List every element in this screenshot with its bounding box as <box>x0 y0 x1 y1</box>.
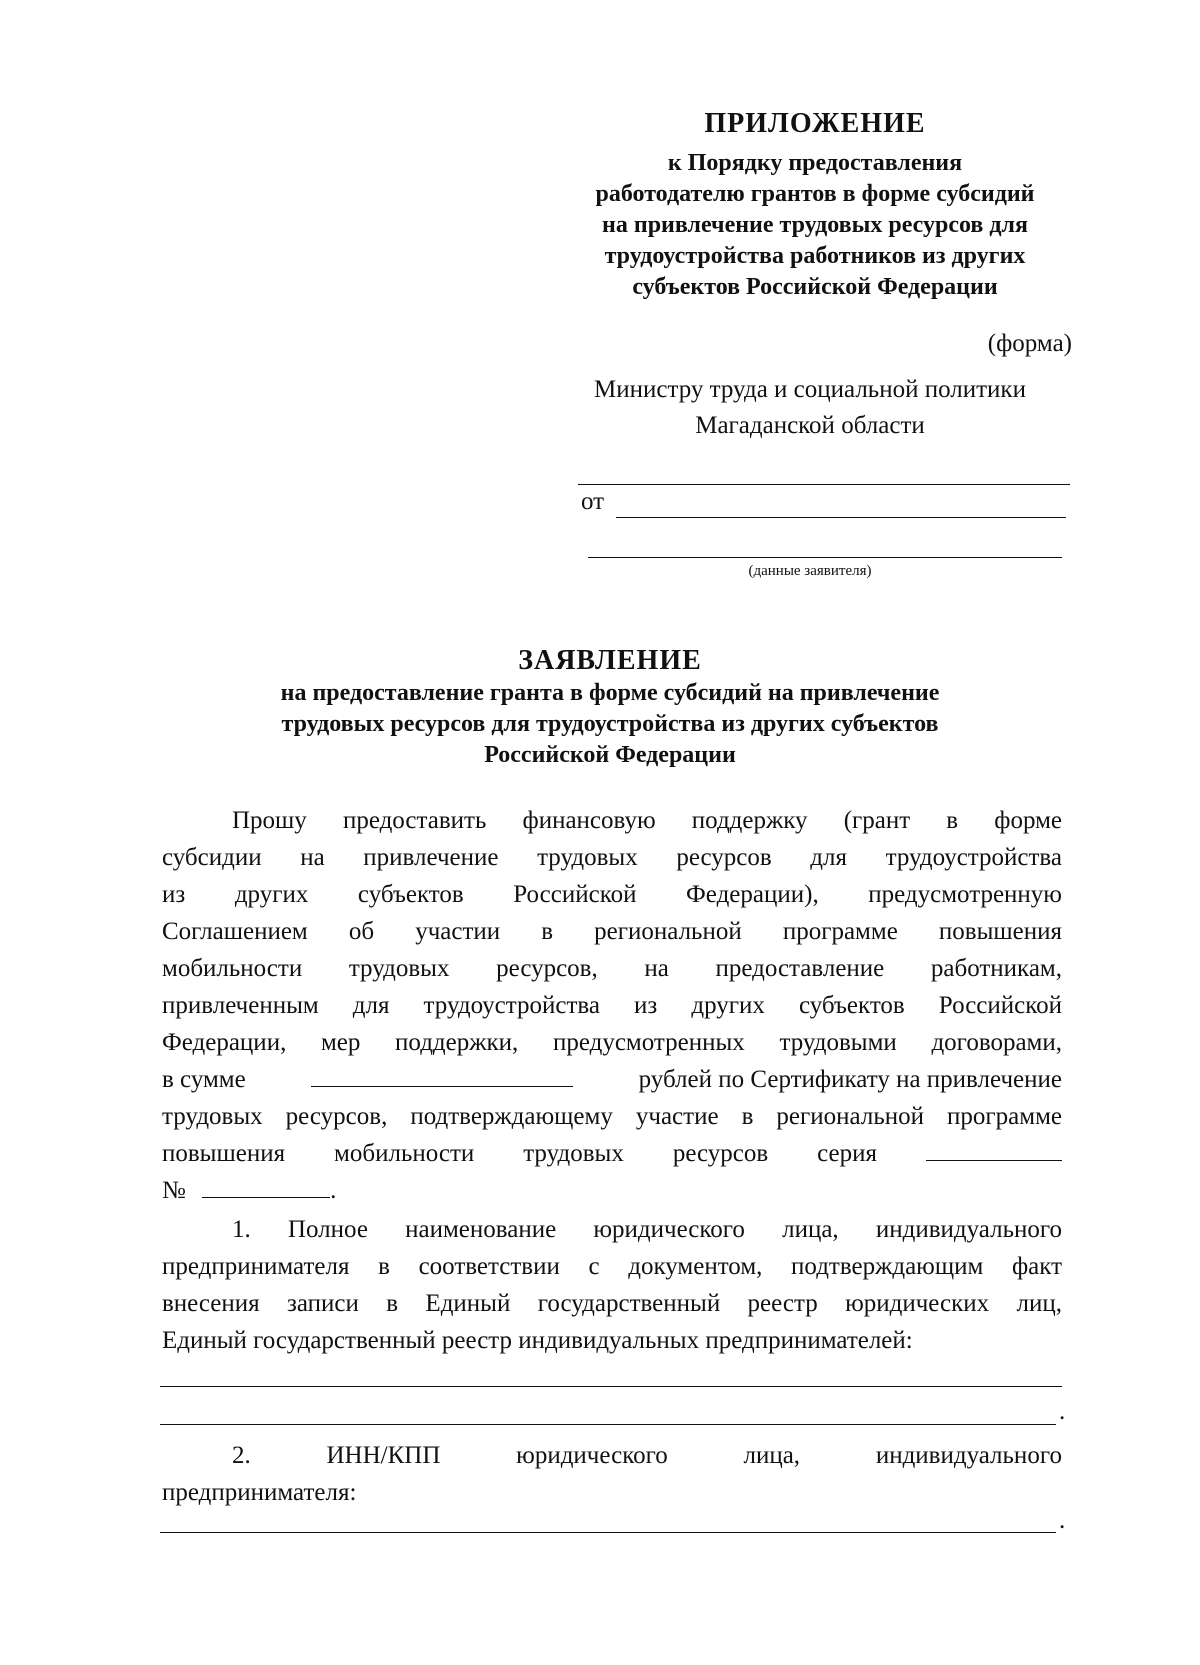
sum-prefix: в сумме <box>162 1066 246 1093</box>
item2-word: юридического <box>516 1442 668 1469</box>
period: . <box>330 1177 337 1204</box>
item1-line: внесения записи в Единый государственный реестр юридических лиц, <box>162 1290 1062 1317</box>
statement-header <box>160 644 1060 771</box>
sum-suffix: рублей по Сертификату на привлечение <box>638 1066 1062 1093</box>
appendix-line: на привлечение трудовых ресурсов для <box>602 212 1028 238</box>
series-row <box>162 1135 1062 1172</box>
number-row <box>162 1172 1062 1209</box>
addressee-line-2: Магаданской области <box>695 412 925 439</box>
item2-line: предпринимателя: <box>162 1479 357 1506</box>
item2-word: индивидуального <box>875 1442 1062 1469</box>
body-line: мобильности трудовых ресурсов, на предоставление работникам, <box>162 955 1062 982</box>
item1-line: Единый государственный реестр индивидуальных предпринимателей: <box>162 1327 913 1354</box>
body-word: мобильности <box>334 1140 475 1167</box>
number-sign: № <box>162 1177 186 1204</box>
body-word: трудовых <box>523 1140 624 1167</box>
form-label: (форма) <box>987 330 1072 357</box>
statement-body <box>162 802 1062 1359</box>
from-label: от <box>581 488 605 515</box>
body-line: субсидии на привлечение трудовых ресурсов для трудоустройства <box>162 844 1062 871</box>
legal-name-blank-line-2[interactable] <box>160 1424 1056 1425</box>
body-line: Прошу предоставить финансовую поддержку (грант в форме <box>232 807 1062 834</box>
item2-block <box>162 1437 1062 1511</box>
period: . <box>1059 1398 1066 1425</box>
body-word: ресурсов <box>672 1140 769 1167</box>
item2-word: лица, <box>743 1442 801 1469</box>
number-blank-field[interactable] <box>202 1175 330 1198</box>
appendix-line: к Порядку предоставления <box>667 150 963 176</box>
statement-line: трудовых ресурсов для трудоустройства из других субъектов <box>281 711 939 737</box>
addressee-blank-line[interactable] <box>578 484 1070 485</box>
item2-row <box>162 1437 1062 1474</box>
period: . <box>1059 1507 1066 1534</box>
item2-word: ИНН/КПП <box>326 1442 441 1469</box>
appendix-line: работодателю грантов в форме субсидий <box>595 181 1035 207</box>
appendix-line: субъектов Российской Федерации <box>632 274 998 300</box>
body-line: трудовых ресурсов, подтверждающему участие в региональной программе <box>162 1103 1062 1130</box>
item1-line: предпринимателя в соответствии с документом, подтверждающим факт <box>162 1253 1062 1280</box>
body-line: из других субъектов Российской Федерации), предусмотренную <box>162 881 1062 908</box>
statement-line: Российской Федерации <box>484 742 736 768</box>
item2-word: 2. <box>232 1442 251 1469</box>
appendix-line: трудоустройства работников из других <box>604 243 1026 269</box>
body-word: серия <box>817 1140 878 1167</box>
addressee-line-1: Министру труда и социальной политики <box>594 376 1026 403</box>
legal-name-blank-line[interactable] <box>160 1386 1062 1387</box>
applicant-blank-line[interactable] <box>616 517 1066 518</box>
series-blank-field[interactable] <box>926 1138 1062 1161</box>
sum-row <box>162 1061 1062 1098</box>
inn-kpp-blank-line[interactable] <box>160 1532 1056 1533</box>
addressee <box>540 372 1080 444</box>
sum-blank-field[interactable] <box>311 1064 573 1087</box>
applicant-blank-line-2[interactable] <box>588 557 1062 558</box>
applicant-caption: (данные заявителя) <box>748 563 872 579</box>
body-line: Федерации, мер поддержки, предусмотренных трудовыми договорами, <box>162 1029 1062 1056</box>
body-line: привлеченным для трудоустройства из других субъектов Российской <box>162 992 1062 1019</box>
appendix-header <box>545 104 1085 303</box>
body-line: Соглашением об участии в региональной программе повышения <box>162 918 1062 945</box>
body-word: повышения <box>162 1140 286 1167</box>
statement-line: на предоставление гранта в форме субсидий на привлечение <box>280 680 940 706</box>
statement-title: ЗАЯВЛЕНИЕ <box>518 645 702 676</box>
item1-line: 1. Полное наименование юридического лица, индивидуального <box>232 1216 1062 1243</box>
appendix-title: ПРИЛОЖЕНИЕ <box>704 108 926 139</box>
